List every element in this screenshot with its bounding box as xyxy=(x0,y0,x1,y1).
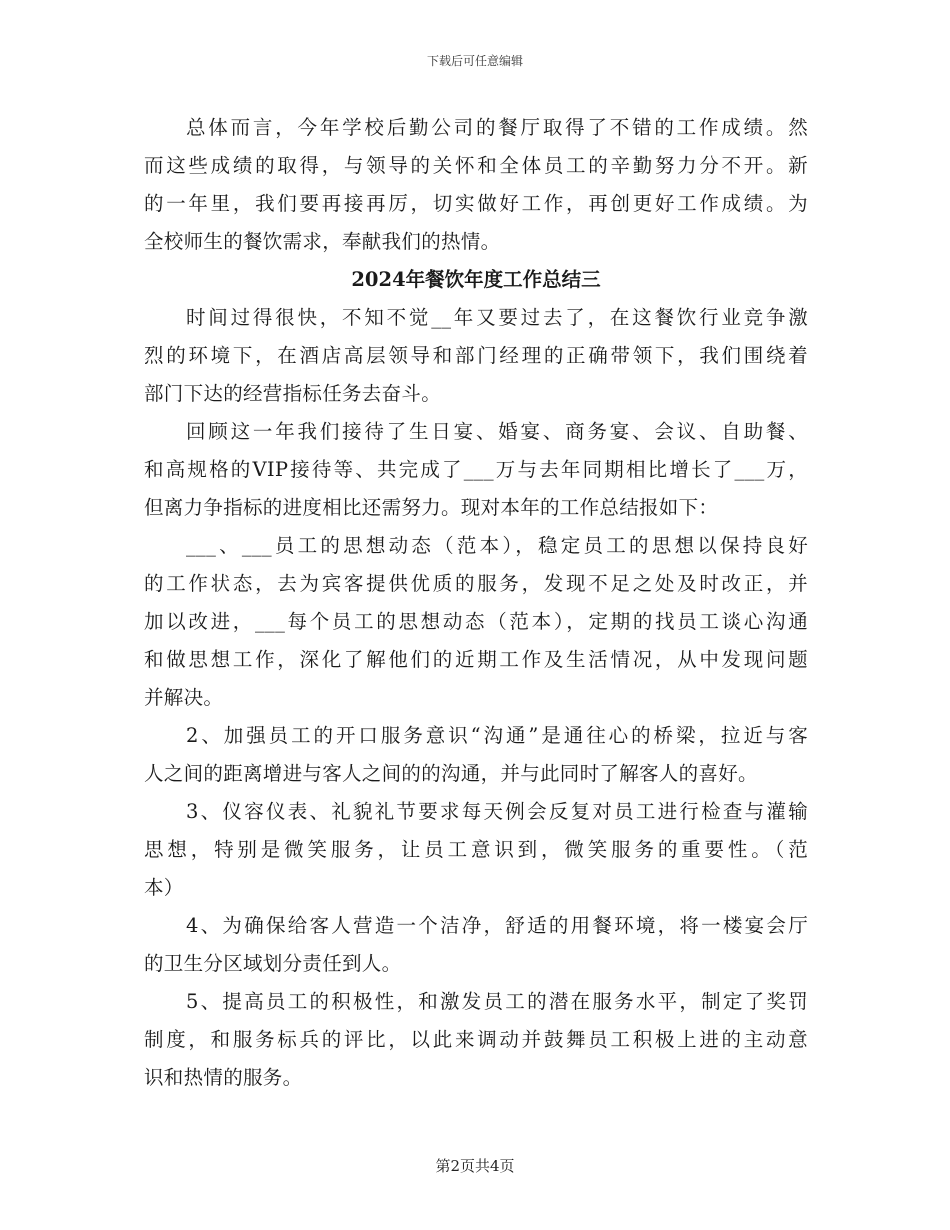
paragraph-line: 2、加强员工的开口服务意识“沟通”是通往心的桥梁，拉近与客 xyxy=(186,724,808,747)
paragraph-line: 和做思想工作，深化了解他们的近期工作及生活情况，从中发现问题 xyxy=(144,648,808,671)
paragraph-line: 本） xyxy=(144,876,184,899)
paragraph-line: 部门下达的经营指标任务去奋斗。 xyxy=(144,382,442,405)
paragraph xyxy=(144,983,808,1097)
paragraph-line: 而这些成绩的取得，与领导的关怀和全体员工的辛勤努力分不开。新 xyxy=(144,154,808,177)
paragraph xyxy=(144,413,808,527)
paragraph-line: ___、___员工的思想动态（范本），稳定员工的思想以保持良好 xyxy=(186,534,808,557)
paragraph-line: 的卫生分区域划分责任到人。 xyxy=(144,952,402,975)
page-header: 下载后可任意编辑 xyxy=(426,54,523,68)
paragraph-line: 烈的环境下，在酒店高层领导和部门经理的正确带领下，我们围绕着 xyxy=(144,344,808,367)
paragraph xyxy=(144,793,808,907)
paragraph-line: 思想，特别是微笑服务，让员工意识到，微笑服务的重要性。（范 xyxy=(144,838,808,861)
paragraph-line: 时间过得很快，不知不觉__年又要过去了，在这餐饮行业竞争激 xyxy=(186,306,808,329)
document-body xyxy=(144,109,808,1097)
paragraph-line: 回顾这一年我们接待了生日宴、婚宴、商务宴、会议、自助餐、 xyxy=(186,420,808,443)
paragraph-line: 但离力争指标的进度相比还需努力。现对本年的工作总结报如下： xyxy=(144,496,719,519)
paragraph-line: 全校师生的餐饮需求，奉献我们的热情。 xyxy=(144,230,501,253)
paragraph-line: 识和热情的服务。 xyxy=(144,1066,303,1089)
paragraph-line: 人之间的距离增进与客人之间的的沟通，并与此同时了解客人的喜好。 xyxy=(144,762,758,785)
paragraph-line: 加以改进，___每个员工的思想动态（范本），定期的找员工谈心沟通 xyxy=(144,610,808,633)
paragraph xyxy=(144,109,808,261)
paragraph xyxy=(144,527,808,717)
paragraph-line: 总体而言，今年学校后勤公司的餐厅取得了不错的工作成绩。然 xyxy=(186,116,808,139)
paragraph xyxy=(144,299,808,413)
paragraph-line: 5、提高员工的积极性，和激发员工的潜在服务水平，制定了奖罚 xyxy=(186,990,808,1013)
section-title: 2024年餐饮年度工作总结三 xyxy=(351,268,601,291)
paragraph-line: 并解决。 xyxy=(144,686,224,709)
paragraph-line: 制度，和服务标兵的评比，以此来调动并鼓舞员工积极上进的主动意 xyxy=(144,1028,808,1051)
paragraph-line: 3、仪容仪表、礼貌礼节要求每天例会反复对员工进行检查与灌输 xyxy=(186,800,808,823)
paragraph xyxy=(144,907,808,983)
paragraph-line: 的工作状态，去为宾客提供优质的服务，发现不足之处及时改正，并 xyxy=(144,572,808,595)
paragraph-line: 的一年里，我们要再接再厉，切实做好工作，再创更好工作成绩。为 xyxy=(144,192,808,215)
page-footer: 第2页共4页 xyxy=(435,1157,515,1175)
paragraph xyxy=(144,717,808,793)
paragraph-line: 4、为确保给客人营造一个洁净，舒适的用餐环境，将一楼宴会厅 xyxy=(186,914,808,937)
paragraph-line: 和高规格的VIP接待等、共完成了___万与去年同期相比增长了___万， xyxy=(144,458,808,481)
